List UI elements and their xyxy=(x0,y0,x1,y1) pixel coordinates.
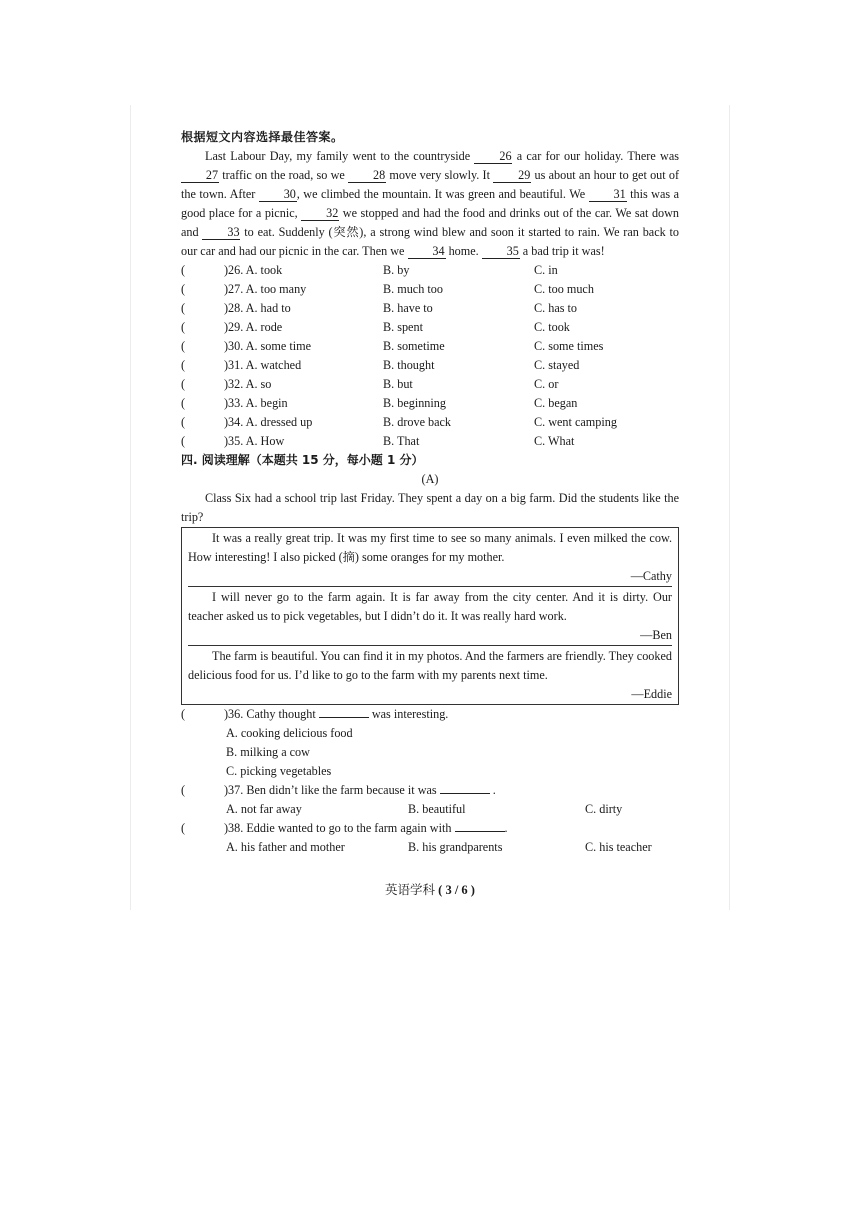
option-a: )27. A. too many xyxy=(224,282,307,296)
answer-paren[interactable]: ( xyxy=(181,707,186,721)
choice-b: B. beautiful xyxy=(408,802,466,816)
choices-38 xyxy=(181,838,679,857)
answer-blank xyxy=(455,831,505,832)
option-c: C. or xyxy=(534,377,559,391)
answer-paren[interactable]: ( xyxy=(181,396,186,410)
choice-a: A. not far away xyxy=(226,802,302,816)
option-b: B. thought xyxy=(383,358,435,372)
comment-signature: —Cathy xyxy=(630,569,672,583)
cloze-passage xyxy=(181,147,679,261)
choices-37 xyxy=(181,800,679,819)
option-a: )28. A. had to xyxy=(224,301,291,315)
blank-30: 30 xyxy=(259,188,297,202)
option-c: C. took xyxy=(534,320,570,334)
stem-text: . xyxy=(492,783,496,797)
passage-text: we stopped and had the food and drinks out of the car. We sat down and xyxy=(181,206,680,239)
answer-paren[interactable]: ( xyxy=(181,339,186,353)
section-instruction: 根据短文内容选择最佳答案。 xyxy=(181,130,344,144)
comment-signature: —Eddie xyxy=(631,687,672,701)
stem-text: )36. Cathy thought xyxy=(224,707,316,721)
exam-content xyxy=(181,128,679,857)
option-b: B. drove back xyxy=(383,415,452,429)
option-row-33 xyxy=(181,394,679,413)
option-row-28 xyxy=(181,299,679,318)
option-row-30 xyxy=(181,337,679,356)
stem-text: )38. Eddie wanted to go to the farm again with xyxy=(224,821,452,835)
stem-text: . xyxy=(504,821,508,835)
passage-text: , we climbed the mountain. It was green and beautiful. We xyxy=(296,187,586,201)
option-a: )29. A. rode xyxy=(224,320,283,334)
answer-paren[interactable]: ( xyxy=(181,263,186,277)
blank-29: 29 xyxy=(493,169,531,183)
comment-signature: —Ben xyxy=(640,628,672,642)
option-a: )26. A. took xyxy=(224,263,283,277)
question-38 xyxy=(181,819,679,838)
answer-paren[interactable]: ( xyxy=(181,783,186,797)
answer-paren[interactable]: ( xyxy=(181,415,186,429)
option-row-29 xyxy=(181,318,679,337)
option-a: )35. A. How xyxy=(224,434,285,448)
answer-paren[interactable]: ( xyxy=(181,282,186,296)
passage-text: us about an hour to get out of the town. After xyxy=(181,168,680,201)
option-a: )30. A. some time xyxy=(224,339,311,353)
reading-intro: Class Six had a school trip last Friday. They spent a day on a big farm. Did the students like the trip? xyxy=(181,491,679,524)
stem-text: was interesting. xyxy=(371,707,449,721)
page-number: ( 3 / 6 ) xyxy=(438,883,475,897)
option-a: )31. A. watched xyxy=(224,358,302,372)
question-37 xyxy=(181,781,679,800)
option-row-31 xyxy=(181,356,679,375)
answer-blank xyxy=(440,793,490,794)
option-b: B. That xyxy=(383,434,420,448)
option-b: B. spent xyxy=(383,320,423,334)
option-b: B. beginning xyxy=(383,396,446,410)
choice-b: B. milking a cow xyxy=(226,745,310,759)
passage-text: home. xyxy=(448,244,479,258)
choice-a: A. his father and mother xyxy=(226,840,345,854)
answer-paren[interactable]: ( xyxy=(181,377,186,391)
options-list xyxy=(181,261,679,451)
option-b: B. by xyxy=(383,263,410,277)
blank-33: 33 xyxy=(202,226,240,240)
option-row-35 xyxy=(181,432,679,451)
comments-box xyxy=(181,527,679,705)
option-c: C. in xyxy=(534,263,558,277)
option-b: B. sometime xyxy=(383,339,445,353)
question-stem xyxy=(224,781,496,800)
blank-35: 35 xyxy=(482,245,520,259)
comment-text: The farm is beautiful. You can find it in my photos. And the farmers are friendly. They cooked delicious food for us. I’d like to go to the farm with my parents next time. xyxy=(188,649,672,682)
answer-paren[interactable]: ( xyxy=(181,358,186,372)
option-c: C. has to xyxy=(534,301,577,315)
passage-text: a bad trip it was! xyxy=(522,244,605,258)
option-c: C. went camping xyxy=(534,415,617,429)
comment-text: I will never go to the farm again. It is far away from the city center. And it is dirty. Our teacher asked us to pick vegetables, but I didn’t do it. It was really hard work. xyxy=(188,590,672,623)
option-c: C. began xyxy=(534,396,578,410)
choice-c: C. picking vegetables xyxy=(226,764,332,778)
blank-32: 32 xyxy=(301,207,339,221)
subsection-label: (A) xyxy=(421,472,439,486)
question-stem xyxy=(224,705,448,724)
blank-27: 27 xyxy=(181,169,219,183)
option-b: B. much too xyxy=(383,282,443,296)
option-c: C. What xyxy=(534,434,575,448)
comment-ben xyxy=(188,587,672,646)
option-a: )32. A. so xyxy=(224,377,272,391)
choice-b: B. his grandparents xyxy=(408,840,503,854)
question-36 xyxy=(181,705,679,724)
comment-eddie xyxy=(188,646,672,704)
option-b: B. but xyxy=(383,377,413,391)
answer-paren[interactable]: ( xyxy=(181,821,186,835)
option-c: C. some times xyxy=(534,339,604,353)
choice-a: A. cooking delicious food xyxy=(226,726,353,740)
choice-c: C. his teacher xyxy=(585,840,652,854)
answer-paren[interactable]: ( xyxy=(181,301,186,315)
option-c: C. too much xyxy=(534,282,594,296)
subject-label: 英语学科 xyxy=(385,882,436,897)
passage-text: traffic on the road, so we xyxy=(222,168,345,182)
option-row-27 xyxy=(181,280,679,299)
passage-text: move very slowly. It xyxy=(389,168,491,182)
answer-paren[interactable]: ( xyxy=(181,320,186,334)
option-b: B. have to xyxy=(383,301,433,315)
passage-text: to eat. Suddenly (突然), a strong wind blew and soon it started to rain. We ran back to our car and had our picnic in the car. Then we xyxy=(181,225,680,258)
option-a: )34. A. dressed up xyxy=(224,415,313,429)
answer-blank xyxy=(319,717,369,718)
blank-28: 28 xyxy=(348,169,386,183)
blank-31: 31 xyxy=(589,188,627,202)
blank-34: 34 xyxy=(408,245,446,259)
passage-text: this was a good place for a picnic, xyxy=(181,187,680,220)
option-row-26 xyxy=(181,261,679,280)
option-c: C. stayed xyxy=(534,358,580,372)
passage-text: a car for our holiday. There was xyxy=(516,149,679,163)
comment-text: It was a really great trip. It was my first time to see so many animals. I even milked the cow. How interesting! I also picked (摘) some oranges for my mother. xyxy=(188,531,672,564)
blank-26: 26 xyxy=(474,150,512,164)
section-title: 四. 阅读理解（本题共 15 分，每小题 1 分） xyxy=(181,453,424,467)
question-stem xyxy=(224,819,508,838)
option-a: )33. A. begin xyxy=(224,396,288,410)
option-row-34 xyxy=(181,413,679,432)
comment-cathy xyxy=(188,528,672,587)
answer-paren[interactable]: ( xyxy=(181,434,186,448)
choice-c: C. dirty xyxy=(585,802,623,816)
stem-text: )37. Ben didn’t like the farm because it was xyxy=(224,783,437,797)
option-row-32 xyxy=(181,375,679,394)
page-footer xyxy=(0,880,860,898)
passage-text: Last Labour Day, my family went to the countryside xyxy=(205,149,471,163)
